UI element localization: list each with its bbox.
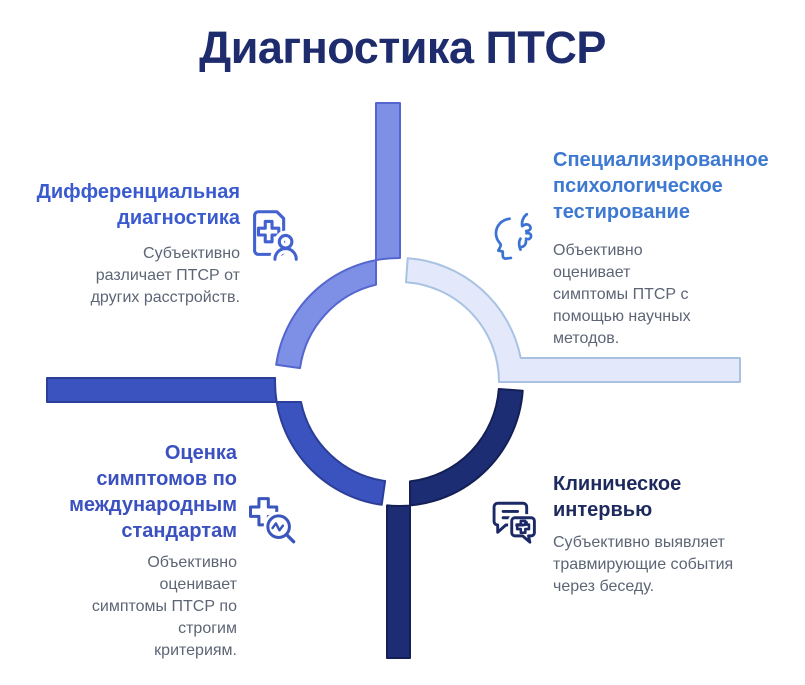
page-title: Диагностика ПТСР — [199, 22, 606, 73]
head-profile-hand-icon — [486, 207, 544, 265]
section-description: Объективно оценивает симптомы ПТСР по строгим критериям. — [91, 554, 237, 660]
section-specialized-testing — [553, 147, 771, 350]
section-title: Специализированное психологическое тестирование — [553, 149, 769, 223]
section-differential-diagnostics — [30, 179, 240, 309]
section-title: Дифференциальная диагностика — [36, 181, 240, 229]
section-description: Субъективно различает ПТСР от других расстройств. — [90, 245, 240, 307]
medical-cross-magnifier-pulse-icon — [243, 492, 303, 552]
section-title: Клиническое интервью — [553, 473, 682, 521]
section-symptom-assessment — [65, 440, 237, 662]
document-medical-cross-person-icon — [242, 204, 304, 266]
chat-bubbles-medical-cross-icon — [485, 496, 543, 554]
section-description: Объективно оценивает симптомы ПТСР с помощью научных методов. — [553, 242, 691, 348]
section-title: Оценка симптомов по международным стандартам — [69, 442, 237, 542]
section-clinical-interview — [553, 471, 765, 598]
section-description: Субъективно выявляет травмирующие события через беседу. — [553, 534, 734, 596]
